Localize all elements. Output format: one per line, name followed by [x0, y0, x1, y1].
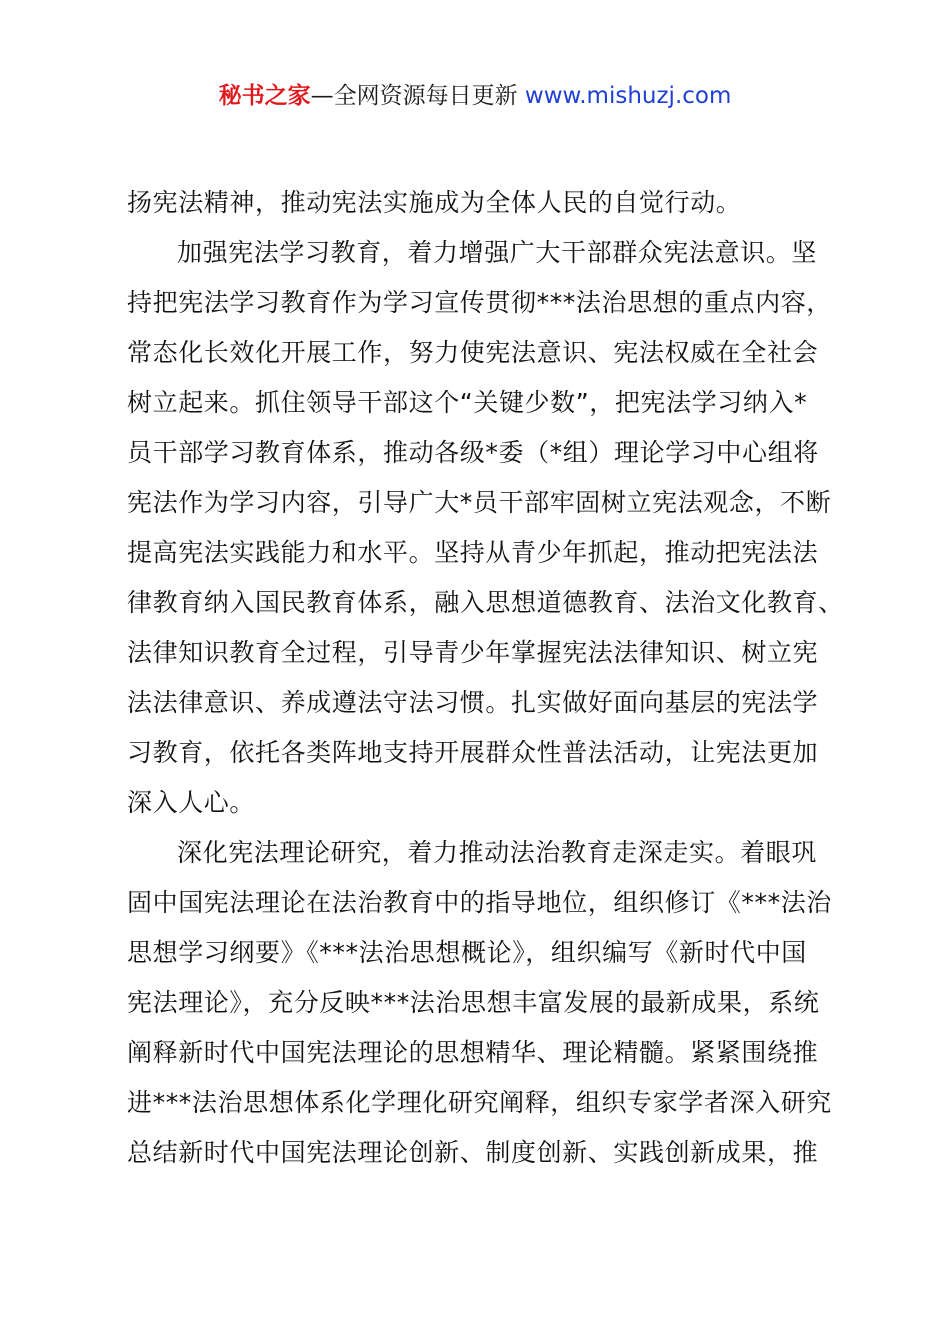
paragraph-1: [127, 178, 837, 228]
text-line: 常态化长效化开展工作，努力使宪法意识、宪法权威在全社会: [127, 338, 819, 367]
text-line: 阐释新时代中国宪法理论的思想精华、理论精髓。紧紧围绕推: [127, 1038, 819, 1067]
paragraph-2: [127, 228, 844, 828]
header-brand: 秘书之家: [218, 83, 311, 109]
text-line: 宪法作为学习内容，引导广大*员干部牢固树立宪法观念，不断: [127, 488, 832, 517]
text-line: 宪法理论》，充分反映***法治思想丰富发展的最新成果，系统: [127, 988, 820, 1017]
text-line: 深入人心。: [127, 788, 256, 817]
text-line: 树立起来。抓住领导干部这个“关键少数”，把宪法学习纳入*: [127, 388, 808, 417]
text-line: 法律知识教育全过程，引导青少年掌握宪法法律知识、树立宪: [127, 638, 819, 667]
text-line: 固中国宪法理论在法治教育中的指导地位，组织修订《***法治: [127, 888, 832, 917]
paragraph-3: [127, 828, 837, 1178]
text-line: 法法律意识、养成遵法守法习惯。扎实做好面向基层的宪法学: [127, 688, 819, 717]
text-line: 员干部学习教育体系，推动各级*委（*组）理论学习中心组将: [127, 438, 819, 467]
text-line: 习教育，依托各类阵地支持开展群众性普法活动，让宪法更加: [127, 738, 819, 767]
text-line: 提高宪法实践能力和水平。坚持从青少年抓起，推动把宪法法: [127, 538, 819, 567]
page-header: [0, 80, 950, 112]
text-line: 加强宪法学习教育，着力增强广大干部群众宪法意识。坚: [177, 238, 818, 267]
text-line: 持把宪法学习教育作为学习宣传贯彻***法治思想的重点内容，: [127, 288, 832, 317]
text-line: 总结新时代中国宪法理论创新、制度创新、实践创新成果，推: [127, 1138, 819, 1167]
header-tagline: —全网资源每日更新: [310, 83, 525, 109]
text-line: 律教育纳入国民教育体系，融入思想道德教育、法治文化教育、: [127, 588, 844, 617]
text-line: 进***法治思想体系化学理化研究阐释，组织专家学者深入研究: [127, 1088, 832, 1117]
text-line: 扬宪法精神，推动宪法实施成为全体人民的自觉行动。: [127, 188, 742, 217]
header-site-link[interactable]: www.mishuzj.com: [524, 83, 732, 109]
document-body: [127, 178, 844, 1178]
text-line: 深化宪法理论研究，着力推动法治教育走深走实。着眼巩: [177, 838, 818, 867]
text-line: 思想学习纲要》《***法治思想概论》，组织编写《新时代中国: [127, 938, 807, 967]
